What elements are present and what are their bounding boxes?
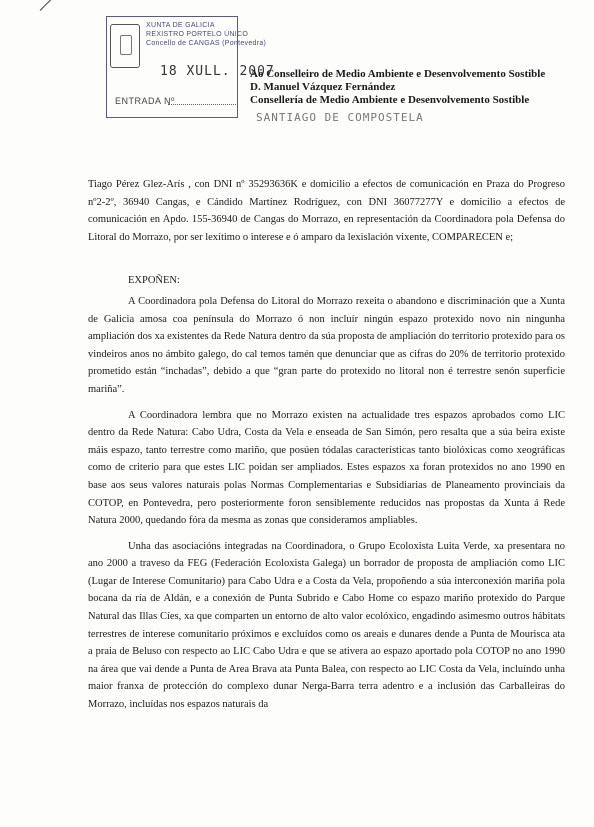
- paragraph-2: A Coordinadora lembra que no Morrazo existen na actualidade tres espazos aprobados como LIC dentro da Rede Natura: Cabo Udra, Costa da Vela e enseada de San Simón, pero resalta que a súa beira existe máis espazo, tanto terrestre como mariño, que posúen tódalas características tanto biolóxicas como xeográficas como de criterio para que estes LIC poidan ser ampliados. Estes espazos xa foran protexidos no ano 1990 en base aos seus valores naturais polas Normas Complementarias e Subsidiarias de Planeamento provinciais da COTOP, en Pontevedra, pero posteriormente foron sensiblemente reducidos nas propostas da Xunta á Rede Natura 2000, quedando fóra da mesma as zonas que consideramos ampliables.: [88, 409, 565, 527]
- stamp-line-1: XUNTA DE GALICIA: [146, 22, 215, 29]
- paragraph-3: Unha das asociacións integradas na Coordinadora, o Grupo Ecoloxista Luita Verde, xa presentara no ano 2000 a traveso da FEG (Federación Ecoloxista Galega) un borrador de proposta de ampliación como LIC (Lugar de Interese Comunitario) para Cabo Udra e a Costa da Vela, propoñendo a súa interconexión mariña pola bocana da ría de Aldán, e a conexión de Punta Subrido e Cabo Home co espazo mariño protexido do Parque Natural das Illas Cíes, xa que comparten un entorno de alto valor ecolóxico, engadindo asimesmo outros hábitats terrestres de interese comunitario próximos e excluídos como os areais e dunares dende a Punta de Mourisca ata a praia de Beluso con respecto ao LIC Cabo Udra e que se ativera ao espazo aportado pola COTOP no ano 1990 na área que vai dende a Punta de Area Brava ata Punta Balea, con respecto ao LIC Costa da Vela, incluíndo unha maior franxa de protección do complexo dunar Nerga-Barra terra adentro e a inclusión das Carballeiras do Morrazo, incluídas nos espazos naturais da: [88, 540, 565, 711]
- paragraph-1: A Coordinadora pola Defensa do Litoral do Morrazo rexeita o abandono e discriminación que a Xunta de Galicia amosa coa península do Morrazo ó non incluír ningún espazo protexido novo nin ningunha ampliación dos xa existentes da Rede Natura dentro da súa proposta de ampliación do territorio protexido para os vindeiros anos no ámbito galego, do cal temos tamén que denunciar que as cifras do 20% de territorio protexido prometido están “inchadas”, debido a que “gran parte do protexido no litoral non é terrestre senón superficie mariña”.: [88, 295, 565, 395]
- section-heading: EXPOÑEN:: [128, 275, 180, 287]
- intro-paragraph: Tiago Pérez Glez-Arís , con DNI nº 35293636K e domicilio a efectos de comunicación en Praza do Progreso nº2-2º, 36940 Cangas, e Cándido Martínez Rodríguez, con DNI 36077277Y e domicilio a efectos de comunicación en Apdo. 155-36940 de Cangas do Morrazo, en representación da Coordinadora pola Defensa do Litoral do Morrazo, por ser lexítimo o interese e ó amparo da lexislación vixente, COMPARECEN e;: [88, 179, 565, 243]
- addressee-block: [250, 68, 570, 107]
- stamp-line-3: Concello de CANGAS (Pontevedra): [146, 40, 267, 47]
- stamp-entry-label: ENTRADA Nº: [115, 96, 175, 106]
- stamp-entry-line: [168, 104, 238, 105]
- pen-mark: [40, 0, 53, 11]
- stamp-date: 18 XULL. 2007: [160, 64, 275, 79]
- letter-body: [88, 176, 565, 722]
- coat-of-arms-icon: [110, 24, 140, 68]
- addressee-line-2: D. Manuel Vázquez Fernández: [250, 81, 396, 93]
- stamp-line-2: REXISTRO PORTELO ÚNICO: [146, 31, 249, 38]
- addressee-line-1: Ao Conselleiro de Medio Ambiente e Desenvolvemento Sostible: [250, 68, 546, 80]
- handwritten-city: SANTIAGO DE COMPOSTELA: [256, 111, 424, 124]
- addressee-line-3: Consellería de Medio Ambiente e Desenvolvemento Sostible: [250, 94, 530, 106]
